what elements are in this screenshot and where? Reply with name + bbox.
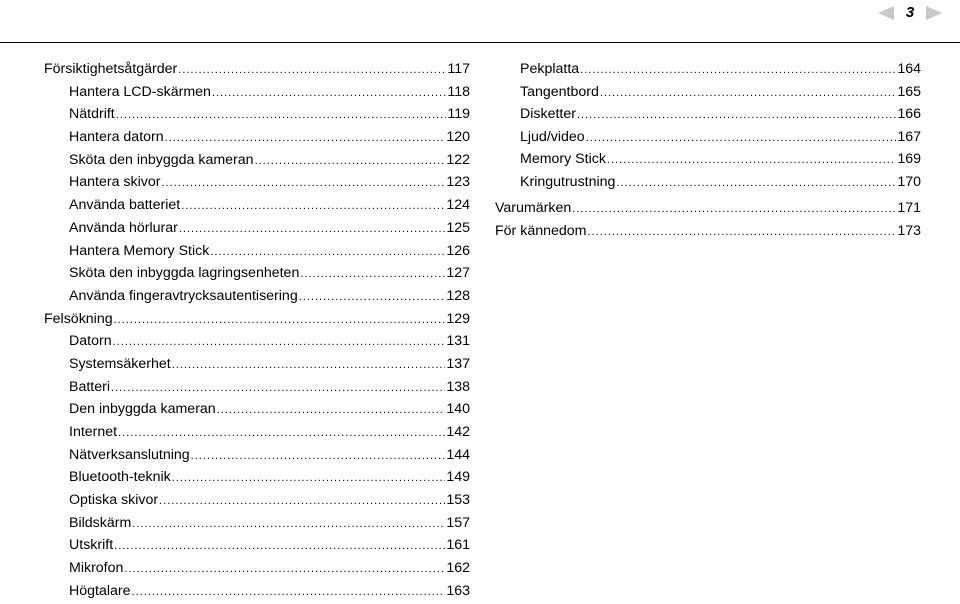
toc-entry[interactable] <box>69 240 470 263</box>
toc-entry[interactable] <box>69 557 470 580</box>
toc-entry-page: 162 <box>446 560 470 577</box>
page-navigation <box>878 4 942 21</box>
toc-entry[interactable] <box>69 580 470 603</box>
toc-entry[interactable] <box>520 81 921 104</box>
toc-leader-dots <box>124 558 445 581</box>
toc-right-column <box>495 58 921 242</box>
toc-leader-dots <box>210 241 445 264</box>
header-divider <box>0 42 960 43</box>
toc-entry-page: 153 <box>446 492 470 509</box>
toc-leader-dots <box>300 263 445 286</box>
toc-entry-label: Kringutrustning <box>520 173 616 190</box>
toc-entry[interactable] <box>69 353 470 376</box>
toc-entry-label: Varumärken <box>495 200 572 216</box>
toc-entry-page: 166 <box>897 106 921 122</box>
toc-leader-dots <box>600 82 896 105</box>
toc-leader-dots <box>586 127 897 150</box>
toc-entry-page: 118 <box>447 83 470 100</box>
toc-entry-label: Högtalare <box>69 582 131 599</box>
toc-entry-label: Batteri <box>69 378 111 395</box>
toc-entry-label: Hantera datorn <box>69 129 164 146</box>
toc-leader-dots <box>172 354 446 377</box>
toc-leader-dots <box>577 104 896 127</box>
toc-entry[interactable] <box>69 421 470 444</box>
toc-entry[interactable] <box>69 217 470 240</box>
toc-entry-label: Sköta den inbyggda lagringsenheten <box>69 265 300 282</box>
toc-leader-dots <box>172 467 446 490</box>
toc-entry-label: Använda hörlurar <box>69 219 178 236</box>
toc-entry[interactable] <box>520 148 921 171</box>
toc-entry-page: 120 <box>446 129 470 146</box>
toc-entry-label: Disketter <box>520 106 576 122</box>
toc-entry-label: Använda batteriet <box>69 197 181 214</box>
toc-entry[interactable] <box>495 220 921 243</box>
toc-entry[interactable] <box>69 194 470 217</box>
toc-leader-dots <box>572 198 896 221</box>
toc-entry-page: 117 <box>447 61 470 77</box>
toc-entry-label: Bildskärm <box>69 514 132 531</box>
toc-leader-dots <box>587 221 896 244</box>
toc-entry[interactable] <box>69 126 470 149</box>
toc-entry-label: Felsökning <box>44 310 113 327</box>
toc-entry-label: Utskrift <box>69 537 114 554</box>
toc-left-column <box>44 58 470 603</box>
toc-entry[interactable] <box>520 126 921 149</box>
toc-leader-dots <box>607 149 896 172</box>
toc-entry-page: 167 <box>897 128 921 145</box>
toc-entry-page: 140 <box>446 401 470 418</box>
toc-entry-page: 138 <box>446 378 470 395</box>
toc-entry-page: 123 <box>446 174 470 191</box>
toc-entry[interactable] <box>69 376 470 399</box>
toc-leader-dots <box>113 331 446 354</box>
toc-entry-page: 169 <box>897 151 921 167</box>
toc-entry[interactable] <box>44 58 470 81</box>
toc-entry-label: Hantera Memory Stick <box>69 242 210 259</box>
toc-entry-label: Nätdrift <box>69 106 115 123</box>
toc-entry[interactable] <box>69 149 470 172</box>
toc-entry-label: Pekplatta <box>520 61 580 77</box>
toc-entry[interactable] <box>69 512 470 535</box>
toc-leader-dots <box>217 399 446 422</box>
page-header <box>0 0 960 44</box>
toc-entry[interactable] <box>69 534 470 557</box>
toc-entry-label: Tangentbord <box>520 83 599 100</box>
toc-leader-dots <box>616 172 896 195</box>
toc-entry-label: Nätverksanslutning <box>69 446 190 463</box>
arrow-right-icon[interactable] <box>926 6 942 20</box>
toc-entry-label: För kännedom <box>495 222 587 239</box>
toc-entry-page: 119 <box>447 106 470 123</box>
toc-leader-dots <box>114 535 445 558</box>
toc-leader-dots <box>116 104 447 127</box>
toc-leader-dots <box>179 218 445 241</box>
toc-entry-label: Internet <box>69 424 118 440</box>
toc-entry-label: Systemsäkerhet <box>69 355 171 372</box>
toc-leader-dots <box>161 172 445 195</box>
toc-entry-page: 144 <box>446 446 470 463</box>
toc-entry[interactable] <box>69 81 470 104</box>
toc-entry-label: Hantera skivor <box>69 174 161 191</box>
toc-entry[interactable] <box>520 171 921 194</box>
toc-entry-page: 122 <box>446 151 470 168</box>
toc-entry-label: Hantera LCD-skärmen <box>69 83 211 100</box>
toc-entry-label: Mikrofon <box>69 560 124 577</box>
toc-entry-page: 127 <box>446 265 470 282</box>
toc-entry-page: 137 <box>446 355 470 372</box>
toc-leader-dots <box>118 422 445 445</box>
toc-leader-dots <box>165 127 446 150</box>
toc-entry[interactable] <box>69 398 470 421</box>
toc-entry-page: 173 <box>897 222 921 239</box>
toc-leader-dots <box>132 513 445 536</box>
toc-leader-dots <box>255 150 446 173</box>
toc-entry[interactable] <box>69 444 470 467</box>
toc-entry[interactable] <box>69 489 470 512</box>
toc-entry[interactable] <box>520 103 921 126</box>
toc-entry[interactable] <box>495 197 921 220</box>
toc-entry-page: 161 <box>446 537 470 554</box>
toc-leader-dots <box>299 286 446 309</box>
page-number: 3 <box>905 4 915 21</box>
toc-leader-dots <box>111 377 445 400</box>
toc-entry-label: Optiska skivor <box>69 492 159 509</box>
toc-entry[interactable] <box>69 330 470 353</box>
toc-leader-dots <box>212 82 446 105</box>
toc-entry-page: 124 <box>446 197 470 214</box>
toc-leader-dots <box>132 581 446 604</box>
toc-leader-dots <box>580 59 896 82</box>
toc-leader-dots <box>191 445 446 468</box>
toc-entry-label: Bluetooth-teknik <box>69 469 171 486</box>
toc-leader-dots <box>114 309 446 332</box>
toc-entry[interactable] <box>69 262 470 285</box>
toc-leader-dots <box>178 59 446 82</box>
toc-entry-page: 163 <box>446 582 470 599</box>
toc-entry-label: Försiktighetsåtgärder <box>44 61 178 77</box>
toc-entry[interactable] <box>520 58 921 81</box>
toc-leader-dots <box>181 195 445 218</box>
toc-entry-page: 128 <box>446 287 470 304</box>
toc-entry-page: 129 <box>446 310 470 327</box>
toc-entry-page: 171 <box>897 200 921 216</box>
toc-entry-page: 164 <box>897 61 921 77</box>
toc-entry-page: 125 <box>446 219 470 236</box>
toc-entry[interactable] <box>69 466 470 489</box>
toc-entry[interactable] <box>44 308 470 331</box>
toc-entry[interactable] <box>69 103 470 126</box>
toc-entry-page: 165 <box>897 83 921 100</box>
toc-entry-label: Den inbyggda kameran <box>69 401 216 418</box>
toc-entry-label: Använda fingeravtrycksautentisering <box>69 287 298 304</box>
toc-entry-label: Datorn <box>69 333 112 350</box>
toc-entry[interactable] <box>69 285 470 308</box>
toc-entry-page: 131 <box>446 333 470 350</box>
toc-entry-label: Sköta den inbyggda kameran <box>69 151 254 168</box>
toc-entry-page: 170 <box>897 173 921 190</box>
toc-entry[interactable] <box>69 171 470 194</box>
toc-leader-dots <box>159 490 445 513</box>
arrow-left-icon[interactable] <box>878 6 894 20</box>
toc-entry-label: Ljud/video <box>520 128 585 145</box>
toc-entry-page: 149 <box>446 469 470 486</box>
toc-entry-page: 142 <box>446 424 470 440</box>
toc-entry-label: Memory Stick <box>520 151 606 167</box>
toc-entry-page: 126 <box>446 242 470 259</box>
toc-entry-page: 157 <box>446 514 470 531</box>
